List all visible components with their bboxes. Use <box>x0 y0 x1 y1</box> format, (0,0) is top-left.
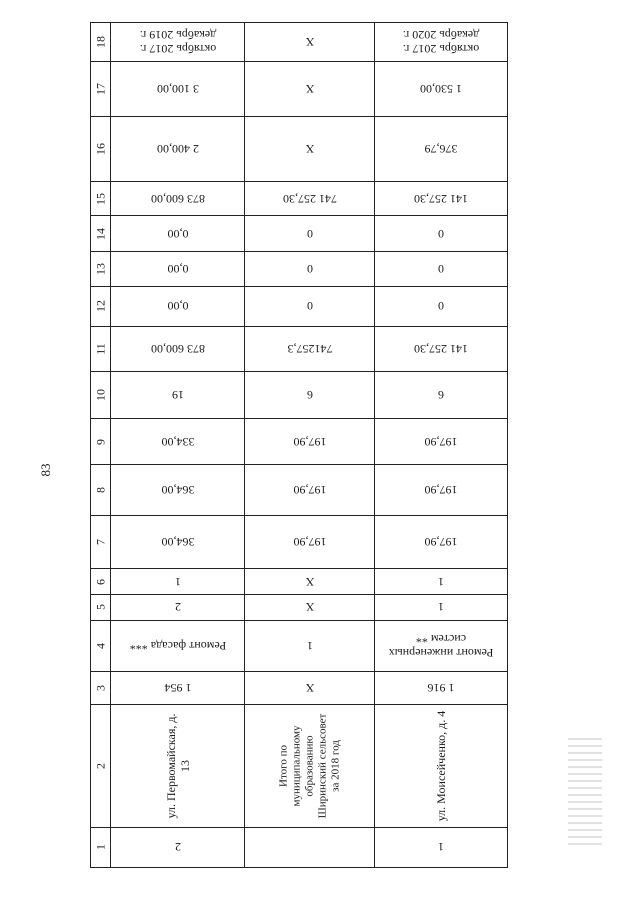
table-row <box>91 569 507 595</box>
cell-value <box>375 516 507 568</box>
table-row <box>91 465 507 516</box>
cell-text: 141 257,30 <box>414 191 468 206</box>
page-number: 83 <box>38 463 53 477</box>
cell-value <box>245 372 375 418</box>
cell-value <box>375 327 507 371</box>
table-row <box>91 595 507 621</box>
column-number-cell <box>91 621 111 671</box>
column-number: 12 <box>93 300 107 313</box>
cell-text: 741 257,30 <box>282 191 337 206</box>
table-row <box>91 705 507 827</box>
cell-value <box>375 419 507 463</box>
cell-value <box>111 828 245 867</box>
cell-text: X <box>305 574 314 589</box>
cell-text: октябрь 2017 г. декабрь 2019 г. <box>139 28 216 57</box>
column-number: 16 <box>93 142 107 155</box>
total-cell <box>245 705 375 826</box>
cell-value <box>245 23 375 61</box>
cell-text: 19 <box>171 388 184 403</box>
cell-value <box>111 516 245 568</box>
cell-text: Итого по муниципальному образованию Ширинский сельсовет за 2018 год <box>277 713 341 819</box>
cell-value <box>111 465 245 515</box>
cell-text: 0,00 <box>167 226 188 241</box>
cell-text: Ремонт фасада *** <box>129 638 226 653</box>
address-cell <box>111 705 245 826</box>
cell-text: 6 <box>438 388 444 403</box>
column-number-cell <box>91 516 111 568</box>
cell-value <box>375 23 507 61</box>
column-number: 6 <box>93 578 107 585</box>
cell-value <box>375 672 507 705</box>
column-number-cell <box>91 419 111 463</box>
cell-value <box>245 672 375 705</box>
column-number-cell <box>91 287 111 325</box>
column-number-cell <box>91 672 111 705</box>
table-row <box>91 252 507 288</box>
table-row <box>91 621 507 672</box>
table-row <box>91 419 507 464</box>
cell-text: Ремонт инженерных систем ** <box>388 631 494 660</box>
cell-text: ул. Моисейченко, д. 4 <box>434 710 448 822</box>
cell-text: 1 <box>306 638 313 653</box>
cell-value <box>111 327 245 371</box>
cell-value <box>375 287 507 325</box>
cell-text: 334,00 <box>161 434 194 449</box>
cell-text: 2 <box>174 600 181 615</box>
cell-value <box>111 595 245 620</box>
cell-value <box>111 182 245 216</box>
cell-value <box>111 621 245 671</box>
cell-text: 1 916 <box>427 681 455 696</box>
cell-text: 197,90 <box>293 482 326 497</box>
cell-value <box>245 216 375 251</box>
column-number-cell <box>91 216 111 251</box>
column-number-cell <box>91 62 111 115</box>
cell-value <box>375 569 507 594</box>
cell-text: 2 400,00 <box>156 141 199 156</box>
cell-value <box>245 828 375 867</box>
column-number: 13 <box>93 263 107 276</box>
column-number-cell <box>91 252 111 287</box>
cell-value <box>111 62 245 115</box>
cell-value <box>375 182 507 216</box>
cell-text: 873 600,00 <box>150 341 205 356</box>
cell-value <box>375 621 507 671</box>
cell-value <box>111 287 245 325</box>
cell-value <box>111 216 245 251</box>
cell-value <box>245 182 375 216</box>
column-number-cell <box>91 23 111 61</box>
cell-text: 197,90 <box>293 535 326 550</box>
column-number-cell <box>91 465 111 515</box>
cell-text: 0 <box>438 299 444 314</box>
cell-text: 741257,3 <box>287 341 332 356</box>
cell-value <box>375 117 507 181</box>
cell-text: 1 <box>174 574 181 589</box>
cell-text: 197,90 <box>293 434 326 449</box>
data-table <box>90 22 508 868</box>
column-number: 2 <box>93 762 107 769</box>
cell-value <box>245 516 375 568</box>
column-number: 8 <box>93 486 107 493</box>
cell-text: 364,00 <box>161 482 194 497</box>
table-row <box>91 62 507 116</box>
table-row <box>91 828 507 867</box>
faint-stamp-mark <box>568 735 602 845</box>
cell-text: 197,90 <box>424 535 458 550</box>
column-number: 18 <box>93 36 107 49</box>
cell-value <box>375 216 507 251</box>
cell-value <box>245 595 375 620</box>
cell-text: X <box>305 35 314 50</box>
cell-text: 0,00 <box>167 299 188 314</box>
cell-value <box>111 117 245 181</box>
column-number-cell <box>91 828 111 867</box>
cell-value <box>375 252 507 287</box>
column-number: 14 <box>93 227 107 240</box>
table-row <box>91 516 507 569</box>
cell-text: 2 <box>174 840 181 855</box>
cell-value <box>375 465 507 515</box>
cell-value <box>111 23 245 61</box>
cell-text: 0 <box>306 262 313 277</box>
column-number-cell <box>91 595 111 620</box>
cell-text: X <box>305 82 314 97</box>
table-row <box>91 327 507 372</box>
cell-value <box>111 419 245 463</box>
table-row <box>91 672 507 706</box>
cell-text: 3 100,00 <box>156 82 199 97</box>
column-number-cell <box>91 327 111 371</box>
cell-text: 1 <box>438 840 444 855</box>
column-number: 17 <box>93 83 107 96</box>
cell-text: ул. Первомайская, д. 13 <box>163 713 192 819</box>
cell-text: 197,90 <box>424 482 458 497</box>
cell-value <box>375 372 507 418</box>
cell-value <box>245 287 375 325</box>
cell-text: 6 <box>306 388 313 403</box>
cell-text: 873 600,00 <box>150 191 205 206</box>
cell-value <box>375 62 507 115</box>
cell-value <box>111 672 245 705</box>
table-row <box>91 216 507 252</box>
column-number: 11 <box>93 343 107 355</box>
cell-value <box>375 828 507 867</box>
column-number-cell <box>91 182 111 216</box>
cell-text: 1 530,00 <box>420 82 462 97</box>
column-number: 1 <box>93 844 107 851</box>
table-row <box>91 287 507 326</box>
column-number: 4 <box>93 642 107 649</box>
column-number-cell <box>91 372 111 418</box>
cell-value <box>245 252 375 287</box>
cell-text: 0 <box>306 226 313 241</box>
cell-text: 1 954 <box>164 681 191 696</box>
cell-text: 0 <box>438 226 444 241</box>
cell-text: 0,00 <box>167 262 188 277</box>
cell-text: 1 <box>438 574 444 589</box>
column-number-cell <box>91 117 111 181</box>
cell-value <box>111 372 245 418</box>
table-row <box>91 182 507 217</box>
cell-value <box>245 465 375 515</box>
cell-value <box>245 419 375 463</box>
cell-text: X <box>305 600 314 615</box>
cell-text: X <box>305 681 314 696</box>
column-number-cell <box>91 569 111 594</box>
cell-value <box>245 327 375 371</box>
address-cell <box>375 705 507 826</box>
cell-text: 364,00 <box>161 535 194 550</box>
column-number: 15 <box>93 192 107 205</box>
cell-text: 0 <box>438 262 444 277</box>
column-number: 7 <box>93 539 107 546</box>
cell-text: X <box>305 141 314 156</box>
cell-value <box>111 252 245 287</box>
column-number: 9 <box>93 438 107 445</box>
table-row <box>91 23 507 62</box>
cell-text: октябрь 2017 г. декабрь 2020 г. <box>402 28 480 57</box>
cell-text: 197,90 <box>424 434 458 449</box>
cell-value <box>245 117 375 181</box>
cell-text: 1 <box>438 600 444 615</box>
cell-value <box>111 569 245 594</box>
table-row <box>91 117 507 182</box>
cell-value <box>245 569 375 594</box>
cell-text: 376,79 <box>424 141 458 156</box>
cell-text: 0 <box>306 299 313 314</box>
table-row <box>91 372 507 419</box>
cell-value <box>245 62 375 115</box>
column-number: 3 <box>93 685 107 692</box>
column-number: 5 <box>93 604 107 611</box>
cell-value <box>375 595 507 620</box>
cell-value <box>245 621 375 671</box>
column-number-cell <box>91 705 111 826</box>
column-number: 10 <box>93 389 107 402</box>
cell-text: 141 257,30 <box>414 341 468 356</box>
